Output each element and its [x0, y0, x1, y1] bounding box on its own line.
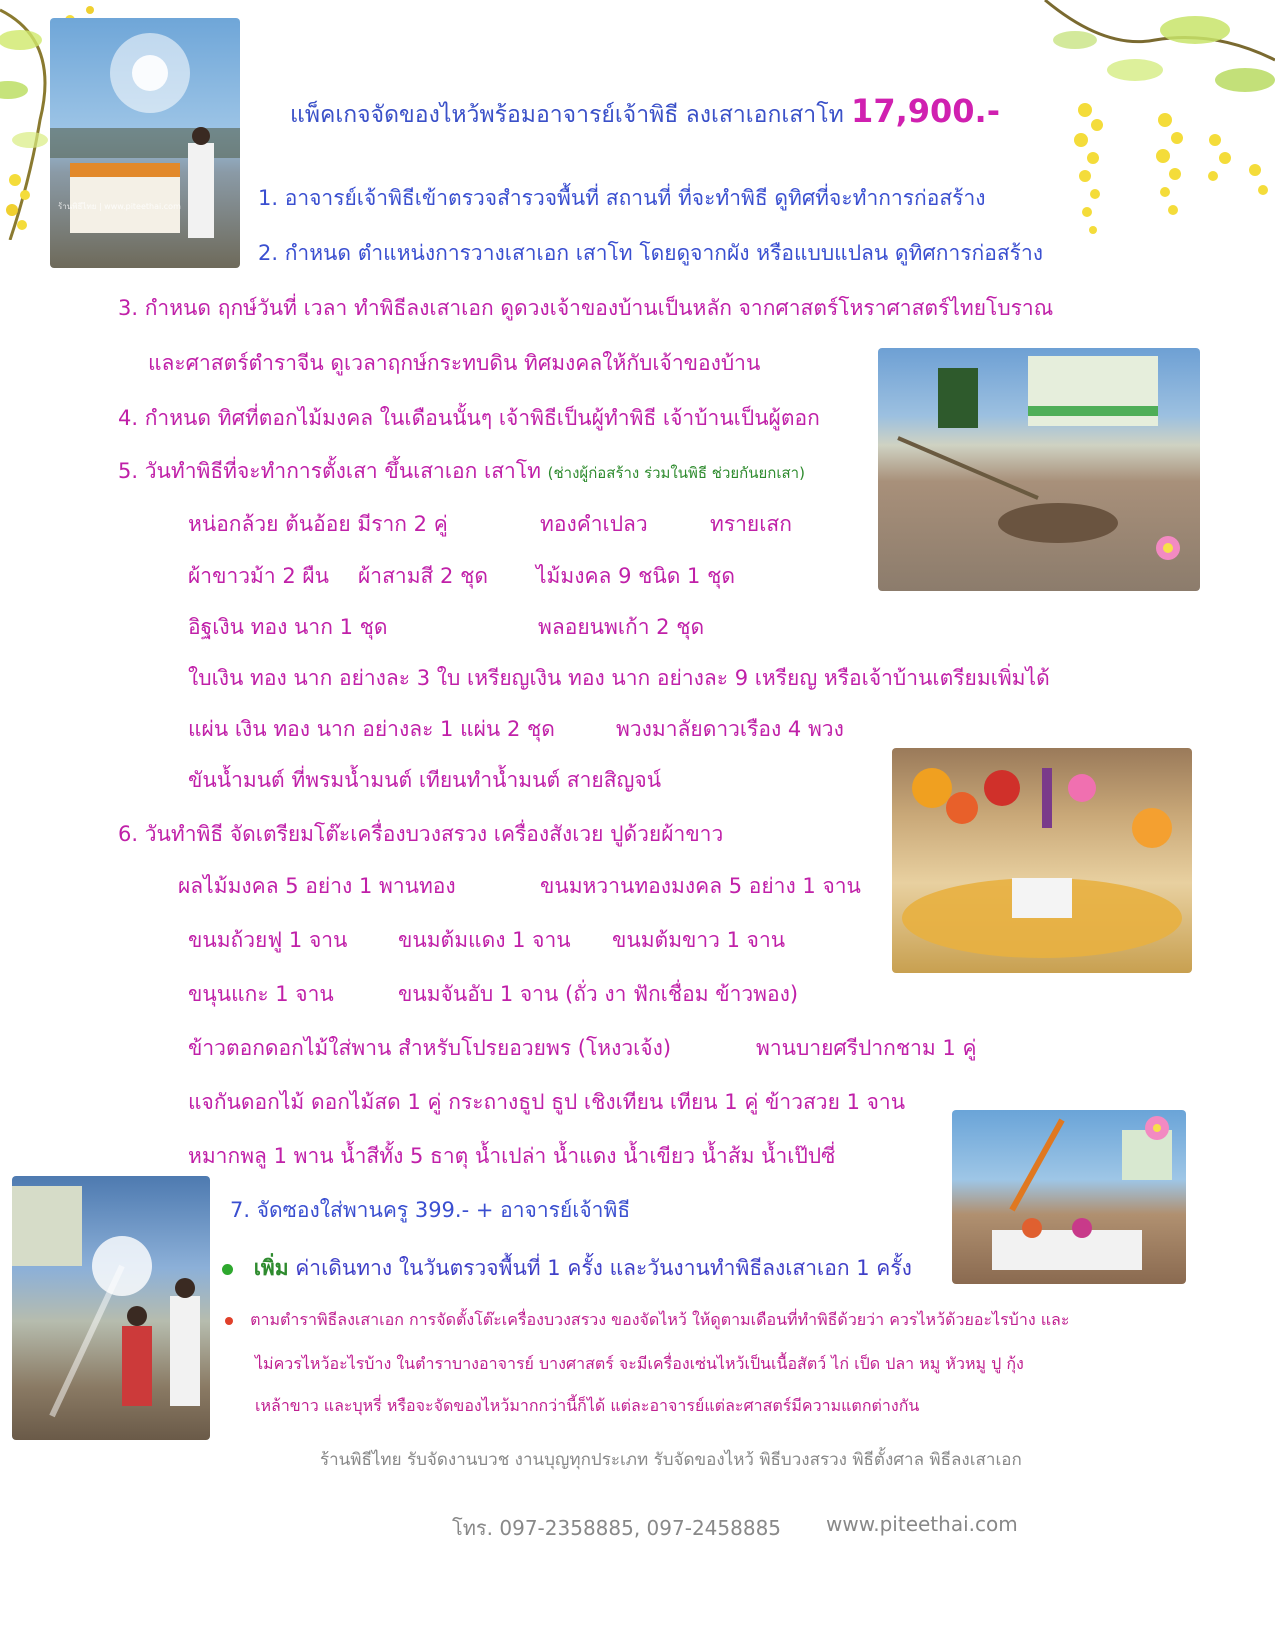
extra-text: ค่าเดินทาง ในวันตรวจพื้นที่ 1 ครั้ง และวันงานทำพิธีลงเสาเอก 1 ครั้ง: [295, 1256, 912, 1280]
offering-tray-icon: [892, 748, 1192, 973]
website-link[interactable]: www.piteethai.com: [826, 1512, 1018, 1536]
step-4: 4. กำหนด ทิศที่ตอกไม้มงคล ในเดือนนั้นๆ เจ้าพิธีเป็นผู้ทำพิธี เจ้าบ้านเป็นผู้ตอก: [118, 406, 820, 430]
contact-phone: โทร. 097-2358885, 097-2458885: [452, 1516, 782, 1540]
step-3: 3. กำหนด ฤกษ์วันที่ เวลา ทำพิธีลงเสาเอก ดูดวงเจ้าของบ้านเป็นหลัก จากศาสตร์โหราศาสตร์ไทยโบราณ: [118, 296, 1054, 320]
extra-label: เพิ่ม: [253, 1256, 289, 1280]
shop-description: ร้านพิธีไทย รับจัดงานบวช งานบุญทุกประเภท รับจัดของไหว้ พิธีบวงสรวง พิธีตั้งศาล พิธีลงเสาเอก: [320, 1450, 1022, 1470]
ceremony-photo-top: [50, 18, 240, 268]
item-popped-rice: ข้าวตอกดอกไม้ใส่พาน สำหรับโปรยอวยพร (โหงวเจ้ง): [188, 1036, 672, 1060]
offerings-photo: [892, 748, 1192, 973]
item-blessed-sand: ทรายเสก: [710, 512, 792, 536]
construction-site-photo: [878, 348, 1200, 591]
item-metal-sheets: แผ่น เงิน ทอง นาก อย่างละ 1 แผ่น 2 ชุด: [188, 717, 555, 741]
sun-icon: [50, 18, 240, 268]
title-text: แพ็คเกจจัดของไหว้พร้อมอาจารย์เจ้าพิธี ลงเสาเอกเสาโท: [290, 102, 844, 128]
ritual-note-line-1: [225, 1308, 1069, 1333]
extra-cost-line: [222, 1252, 912, 1285]
item-banana-shoot: หน่อกล้วย ต้นอ้อย มีราก 2 คู่: [188, 512, 448, 536]
item-holy-water: ขันน้ำมนต์ ที่พรมน้ำมนต์ เทียนทำน้ำมนต์ สายสิญจน์: [188, 768, 662, 792]
step-5-text: 5. วันทำพิธีที่จะทำการตั้งเสา ขึ้นเสาเอก เสาโท: [118, 459, 541, 483]
step-5-note: (ช่างผู้ก่อสร้าง ร่วมในพิธี ช่วยกันยกเสา): [547, 464, 805, 482]
ceremony-crane-photo: [952, 1110, 1186, 1284]
step-2: 2. กำหนด ตำแหน่งการวางเสาเอก เสาโท โดยดูจากผัง หรือแบบแปลน ดูทิศการก่อสร้าง: [258, 241, 1043, 265]
item-betel-drinks: หมากพลู 1 พาน น้ำสีทั้ง 5 ธาตุ น้ำเปล่า น้ำแดง น้ำเขียว น้ำส้ม น้ำเป๊ปซี่: [188, 1144, 836, 1168]
item-khanom-tom-daeng: ขนมต้มแดง 1 จาน: [398, 928, 571, 952]
bullet-icon: [225, 1317, 233, 1325]
item-khanom-tom-khao: ขนมต้มขาว 1 จาน: [612, 928, 786, 952]
photo-caption: ร้านพิธีไทย | www.piteethai.com: [58, 202, 181, 211]
ceremony-people-photo: [12, 1176, 210, 1440]
item-leaves-coins: ใบเงิน ทอง นาก อย่างละ 3 ใบ เหรียญเงิน ทอง นาก อย่างละ 9 เหรียญ หรือเจ้าบ้านเตรียมเพิ่มได้: [188, 666, 1050, 690]
item-baisri: พานบายศรีปากชาม 1 คู่: [756, 1036, 977, 1060]
item-loincloth: ผ้าขาวม้า 2 ผืน: [188, 564, 330, 588]
item-marigold: พวงมาลัยดาวเรือง 4 พวง: [616, 717, 844, 741]
ritual-note-line-3: เหล้าขาว และบุหรี่ หรือจะจัดของไหว้มากกว่านี้ก็ได้ แต่ละอาจารย์แต่ละศาสตร์มีความแตกต่างกัน: [255, 1396, 920, 1415]
flower-decoration-top-right: [1015, 0, 1275, 300]
step-1: 1. อาจารย์เจ้าพิธีเข้าตรวจสำรวจพื้นที่ สถานที่ ที่จะทำพิธี ดูทิศที่จะทำการก่อสร้าง: [258, 186, 986, 210]
bullet-icon: [222, 1264, 233, 1275]
crane-icon: [952, 1110, 1186, 1284]
step-7: 7. จัดซองใส่พานครู 399.- + อาจารย์เจ้าพิธี: [230, 1198, 631, 1222]
ritual-note-text-1: ตามตำราพิธีลงเสาเอก การจัดตั้งโต๊ะเครื่องบวงสรวง ของจัดไหว้ ให้ดูตามเดือนที่ทำพิธีด้วยว่า ควรไหว้ด้วยอะไรบ้าง และ: [250, 1310, 1070, 1329]
sunlight-icon: [12, 1176, 210, 1440]
item-jackfruit: ขนุนแกะ 1 จาน: [188, 982, 334, 1006]
ritual-note-line-2: ไม่ควรไหว้อะไรบ้าง ในตำราบางอาจารย์ บางศาสตร์ จะมีเครื่องเซ่นไหว้เป็นเนื้อสัตว์ ไก่ เป็ด ปลา หมู หัวหมู ปู กุ้ง: [255, 1354, 1024, 1373]
item-tricolor-cloth: ผ้าสามสี 2 ชุด: [358, 564, 488, 588]
item-gold-leaf: ทองคำเปลว: [540, 512, 648, 536]
item-auspicious-wood: ไม้มงคล 9 ชนิด 1 ชุด: [536, 564, 735, 588]
step-3-continued: และศาสตร์ตำราจีน ดูเวลาฤกษ์กระทบดิน ทิศมงคลให้กับเจ้าของบ้าน: [148, 351, 761, 375]
page-title: [290, 92, 1000, 133]
item-vases-incense: แจกันดอกไม้ ดอกไม้สด 1 คู่ กระถางธูป ธูป เชิงเทียน เทียน 1 คู่ ข้าวสวย 1 จาน: [188, 1090, 906, 1114]
item-fruits: ผลไม้มงคล 5 อย่าง 1 พานทอง: [178, 874, 456, 898]
item-khanom-thuai-fu: ขนมถ้วยฟู 1 จาน: [188, 928, 348, 952]
site-scene-icon: [878, 348, 1200, 591]
package-price: 17,900.-: [851, 92, 1000, 130]
item-gems: พลอยนพเก้า 2 ชุด: [538, 615, 705, 639]
step-6: 6. วันทำพิธี จัดเตรียมโต๊ะเครื่องบวงสรวง เครื่องสังเวย ปูด้วยผ้าขาว: [118, 822, 724, 846]
item-khanom-chan-ap: ขนมจันอับ 1 จาน (ถั่ว งา ฟักเชื่อม ข้าวพอง): [398, 982, 799, 1006]
item-gold-desserts: ขนมหวานทองมงคล 5 อย่าง 1 จาน: [540, 874, 861, 898]
item-bricks: อิฐเงิน ทอง นาก 1 ชุด: [188, 615, 388, 639]
step-5: [118, 455, 805, 488]
